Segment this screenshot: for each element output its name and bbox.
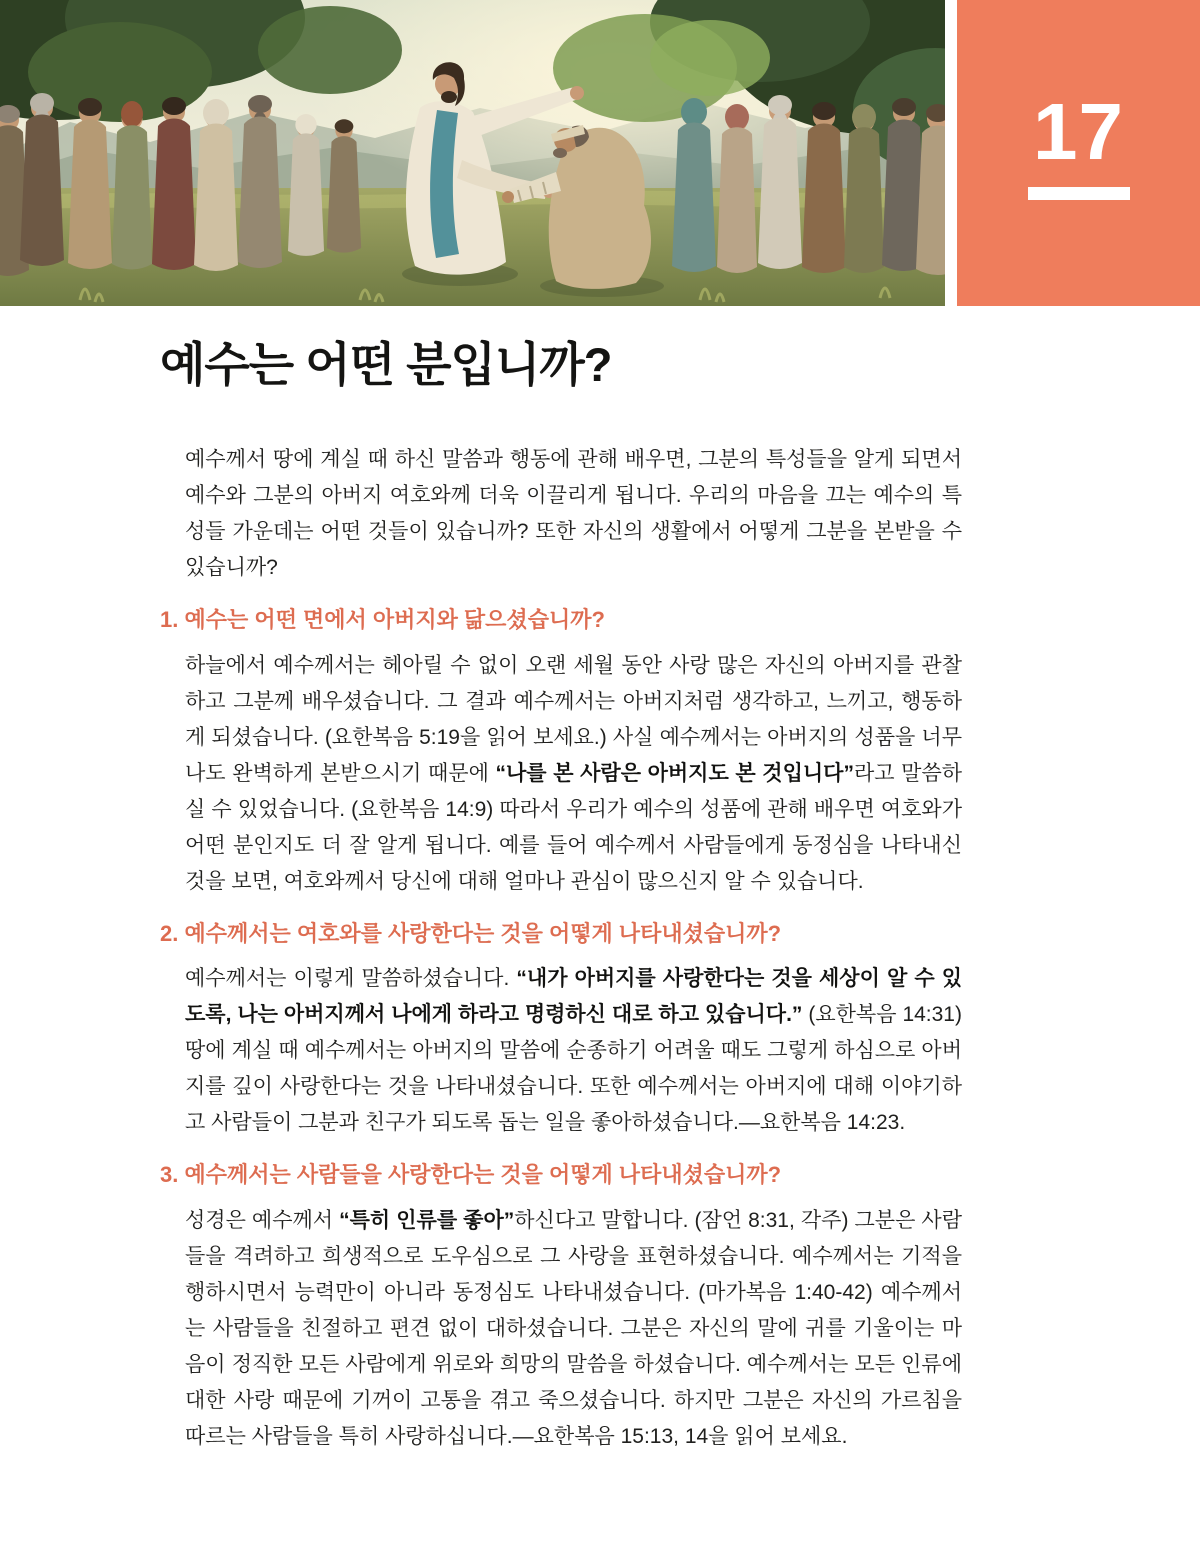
crowd-left <box>0 93 361 276</box>
lesson-number-underline <box>1028 187 1130 200</box>
lesson-number: 17 <box>1033 87 1124 176</box>
section-1-paragraph: 하늘에서 예수께서는 헤아릴 수 없이 오랜 세월 동안 사랑 많은 자신의 아버지를 관찰하고 그분께 배우셨습니다. 그 결과 예수께서는 아버지처럼 생각하고, 느끼고, 행동하게 되셨습니다. (요한복음 5:19을 읽어 보세요.) 사실 예수께서는 아버지의 성품을 너무나도 완벽하게 본받으시기 때문에 “나를 본 사람은 아버지도 본 것입니다”라고 말씀하실 수 있었습니다. (요한복음 14:9) 따라서 우리가 예수의 성품에 관해 배우면 여호와가 어떤 분인지도 더 잘 알게 됩니다. 예를 들어 예수께서 사람들에게 동정심을 나타내신 것을 보면, 여호와께서 당신에 대해 얼마나 관심이 많으신지 알 수 있습니다. <box>185 653 963 893</box>
section-3-paragraph: 성경은 예수께서 “특히 인류를 좋아”하신다고 말합니다. (잠언 8:31, 각주) 그분은 사람들을 격려하고 희생적으로 도우심으로 그 사랑을 표현하셨습니다. 예수께서는 기적을 행하시면서 능력만이 아니라 동정심도 나타내셨습니다. (마가복음 1:40-42) 예수께서는 사람들을 친절하고 편견 없이 대하셨습니다. 그분은 자신의 말에 귀를 기울이는 마음이 정직한 모든 사람에게 위로와 희망의 말씀을 하셨습니다. 예수께서는 모든 인류에 대한 사랑 때문에 기꺼이 고통을 겪고 죽으셨습니다. 하지만 그분은 자신의 가르침을 따르는 사람들을 특히 사랑하십니다.—요한복음 15:13, 14을 읽어 보세요. <box>185 1208 962 1448</box>
section-1-heading: 1. 예수는 어떤 면에서 아버지와 닮으셨습니까? <box>160 607 605 633</box>
lesson-number-badge <box>957 0 1200 306</box>
section-2 <box>160 920 962 1142</box>
lesson-article <box>160 338 962 1455</box>
section-2-heading: 2. 예수께서는 여호와를 사랑한다는 것을 어떻게 나타내셨습니까? <box>160 920 782 946</box>
section-3 <box>160 1161 962 1455</box>
section-3-heading: 3. 예수께서는 사람들을 사랑한다는 것을 어떻게 나타내셨습니까? <box>160 1162 782 1188</box>
page-title: 예수는 어떤 분입니까? <box>160 338 612 391</box>
intro-paragraph: 예수께서 땅에 계실 때 하신 말씀과 행동에 관해 배우면, 그분의 특성들을 알게 되면서 예수와 그분의 아버지 여호와께 더욱 이끌리게 됩니다. 우리의 마음을 끄는 예수의 특성들 가운데는 어떤 것들이 있습니까? 또한 자신의 생활에서 어떻게 그분을 본받을 수 있습니까? <box>185 448 962 580</box>
hero-photo <box>0 0 945 306</box>
section-1 <box>160 606 962 900</box>
section-2-paragraph: 예수께서는 이렇게 말씀하셨습니다. “내가 아버지를 사랑한다는 것을 세상이 알 수 있도록, 나는 아버지께서 나에게 하라고 명령하신 대로 하고 있습니다.” (요한복음 14:31) 땅에 계실 때 예수께서는 아버지의 말씀에 순종하기 어려울 때도 그렇게 하심으로 아버지를 깊이 사랑한다는 것을 나타내셨습니다. 또한 예수께서는 아버지에 대해 이야기하고 사람들이 그분과 친구가 되도록 돕는 일을 좋아하셨습니다.—요한복음 14:23. <box>185 967 962 1135</box>
